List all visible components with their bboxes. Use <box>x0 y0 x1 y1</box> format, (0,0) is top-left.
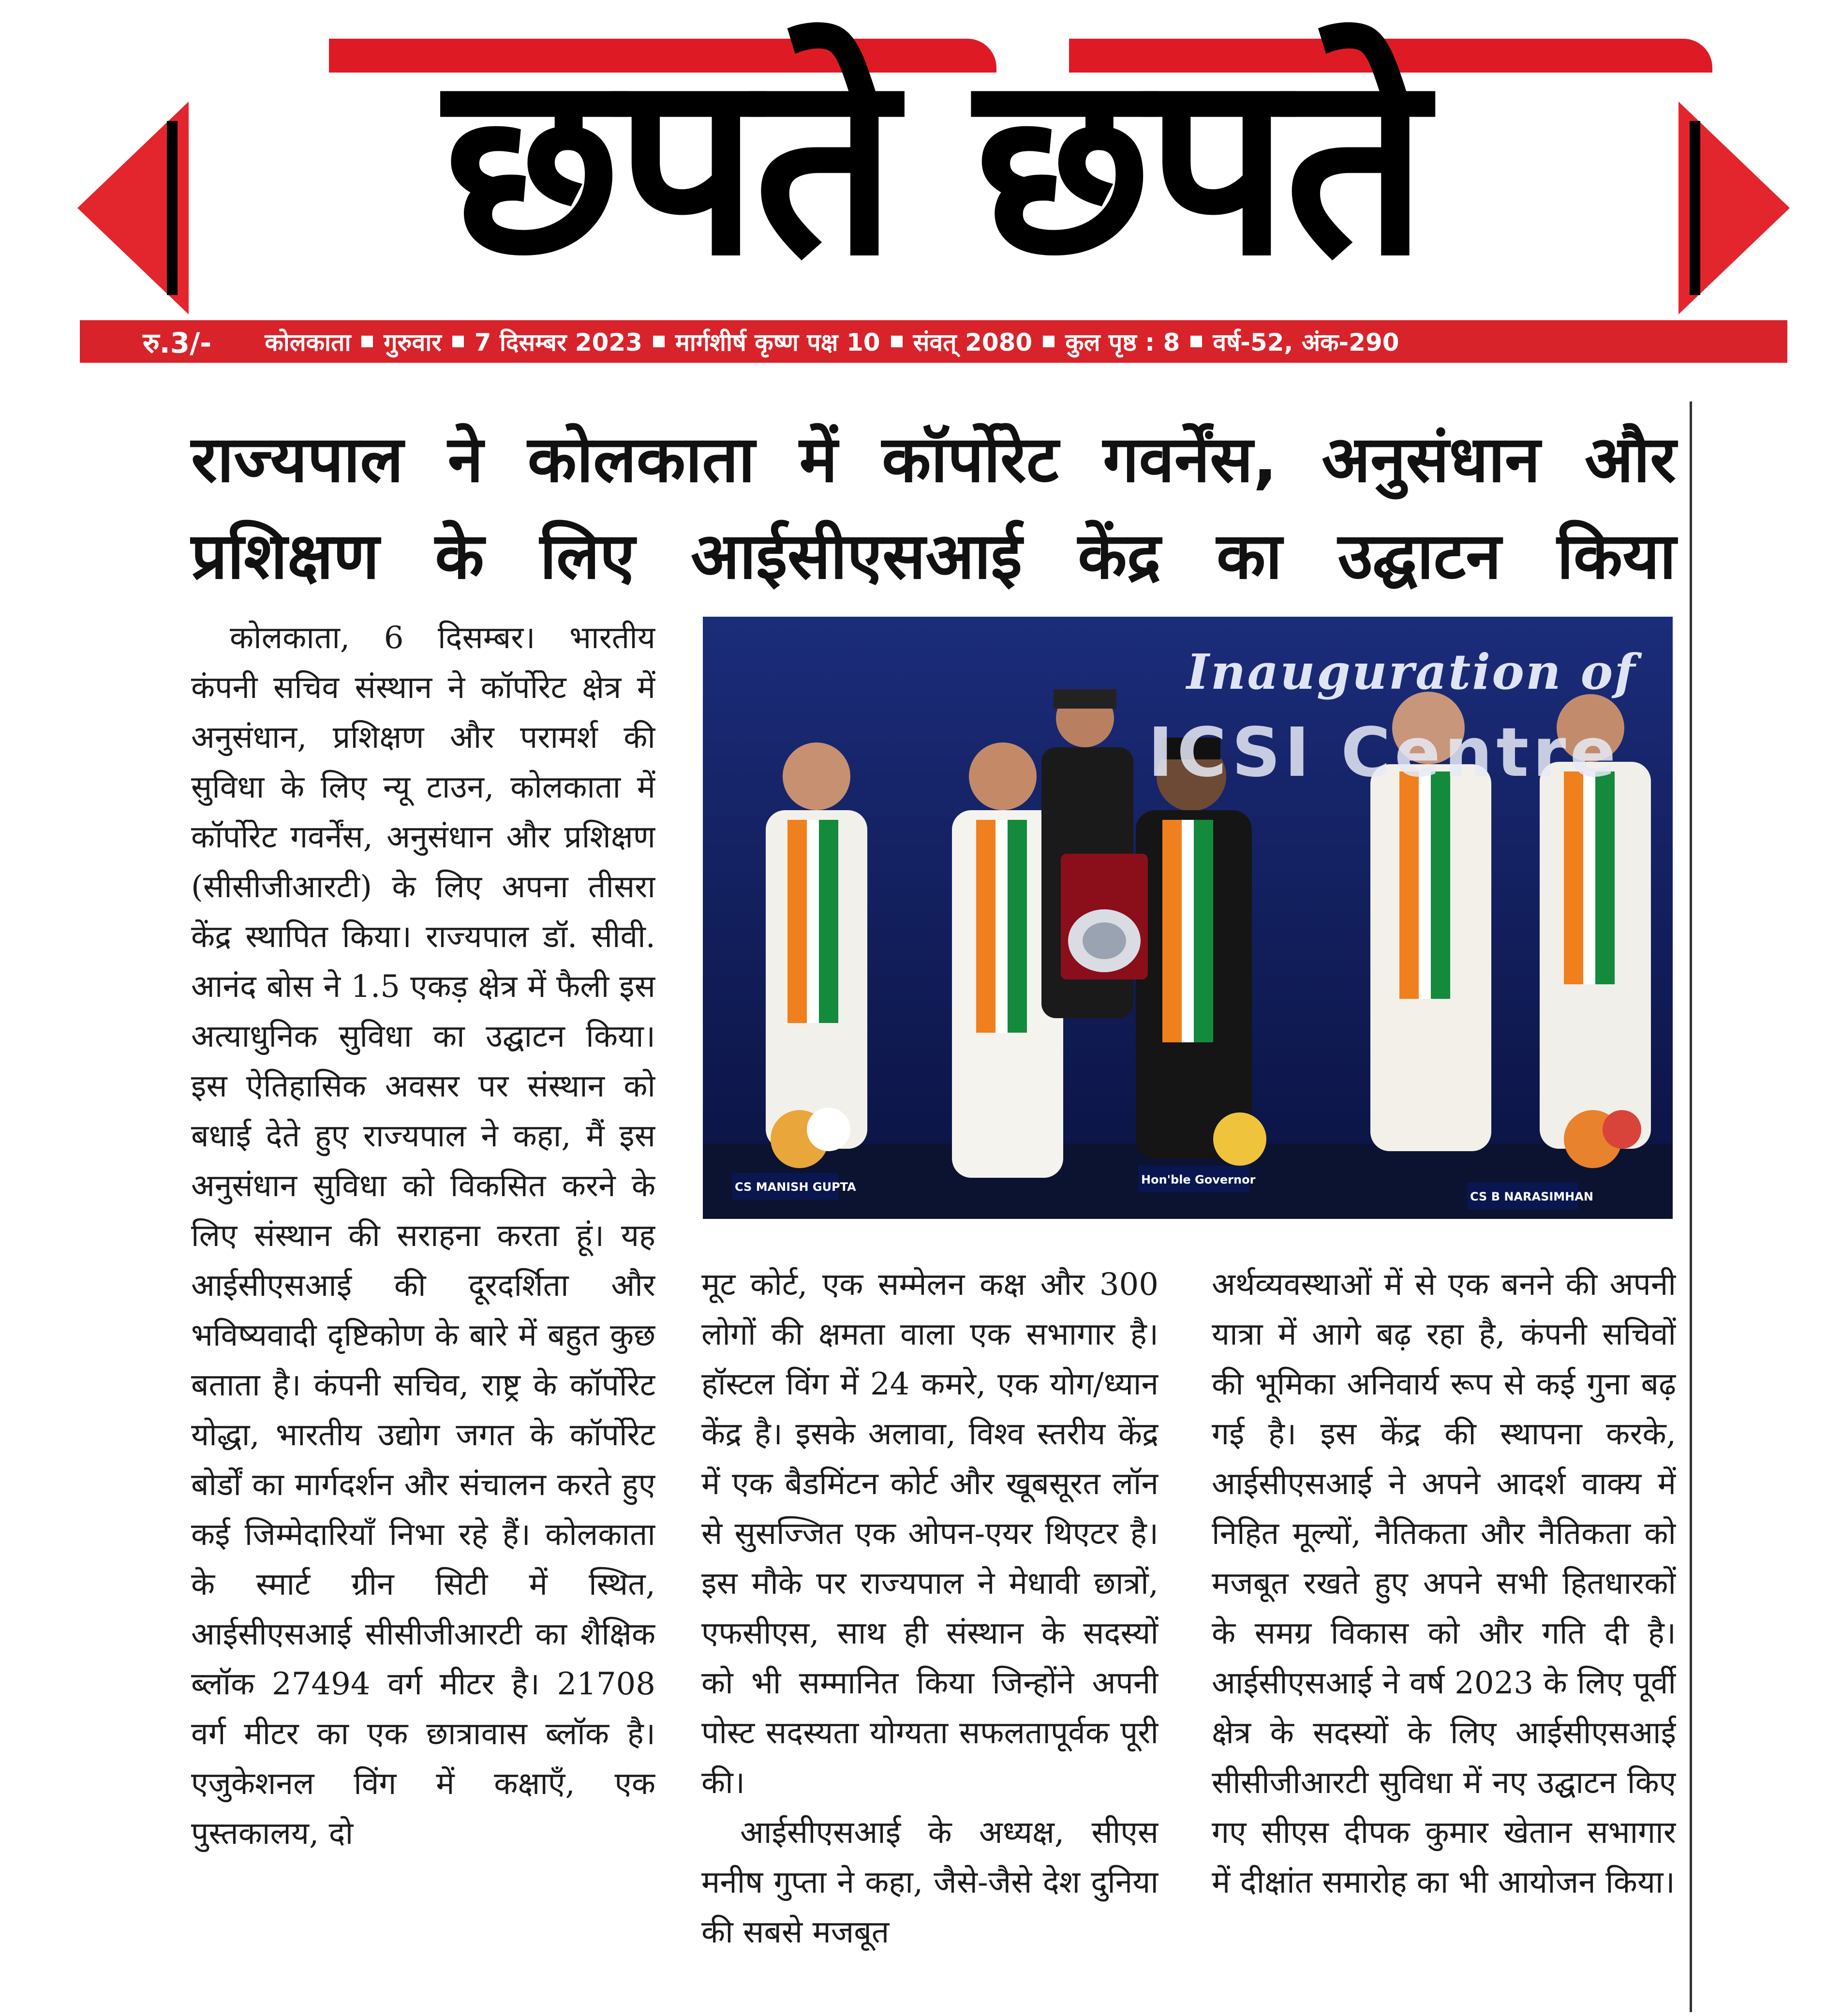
photo-banner-line-2: ICSI Centre <box>1148 713 1620 792</box>
event-photo <box>703 617 1673 1219</box>
headline-line-2: प्रशिक्षण के लिए आईसीएसआई केंद्र का उद्घाटन किया <box>191 519 1676 593</box>
article-paragraph: आईसीएसआई के अध्यक्ष, सीएस मनीष गुप्ता ने कहा, जैसे-जैसे देश दुनिया की सबसे मजबूत <box>701 1815 1159 1950</box>
separator-square-icon <box>361 336 373 347</box>
article-column-3 <box>1212 1260 1676 2015</box>
article-headline <box>191 411 1676 605</box>
headline-line-1: राज्यपाल ने कोलकाता में कॉर्पोरेट गवर्नेंस, अनुसंधान और <box>191 422 1676 497</box>
masthead <box>77 19 1790 310</box>
left-arrow-icon <box>77 102 198 314</box>
edition-city: कोलकाता <box>265 328 351 356</box>
article-paragraph: अर्थव्यवस्थाओं में से एक बनने की अपनी यात्रा में आगे बढ़ रहा है, कंपनी सचिवों की भूमिका अनिवार्य रूप से कई गुना बढ़ गई है। इस केंद्र की स्थापना करके, आईसीएसआई ने अपने आदर्श वाक्य में निहित मूल्यों, नैतिकता और नैतिकता को मजबूत रखते हुए अपने सभी हितधारकों के समग्र विकास को और गति दी है। आईसीएसआई ने वर्ष 2023 के लिए पूर्वी क्षेत्र के सदस्यों के लिए आईसीएसआई सीसीजीआरटी सुविधा में नए उद्घाटन किए गए सीएस दीपक कुमार खेतान सभागार में दीक्षांत समारोह का भी आयोजन किया। <box>1212 1267 1676 1900</box>
column-rule <box>1690 401 1692 2012</box>
masthead-title: छपते छपते <box>444 19 1423 310</box>
separator-square-icon <box>452 336 464 347</box>
article-column-1 <box>191 613 655 2016</box>
edition-samvat: संवत् 2080 <box>913 328 1033 356</box>
nameplate-right: CS B NARASIMHAN <box>1470 1190 1593 1203</box>
edition-hindu-date: मार्गशीर्ष कृष्ण पक्ष 10 <box>675 328 880 356</box>
edition-page-count: कुल पृष्ठ : 8 <box>1065 328 1180 356</box>
price: रु.3/- <box>143 326 212 359</box>
separator-square-icon <box>653 336 665 347</box>
article-paragraph: मूट कोर्ट, एक सम्मेलन कक्ष और 300 लोगों की क्षमता वाला एक सभागार है। हॉस्टल विंग में 24 कमरे, एक योग/ध्यान केंद्र है। इसके अलावा, विश्व स्तरीय केंद्र में एक बैडमिंटन कोर्ट और खूबसूरत लॉन से सुसज्जित एक ओपन-एयर थिएटर है। इस मौके पर राज्यपाल ने मेधावी छात्रों, एफसीएस, साथ ही संस्थान के सदस्यों को भी सम्मानित किया जिन्होंने अपनी पोस्ट सदस्यता योग्यता सफलतापूर्वक पूरी की। <box>701 1267 1159 1801</box>
memento-plaque <box>1061 854 1148 979</box>
article-column-2 <box>701 1260 1159 2015</box>
separator-square-icon <box>1190 336 1202 347</box>
right-arrow-icon <box>1669 102 1790 314</box>
event-photo-illustration <box>703 617 1673 1219</box>
edition-info-strip <box>80 320 1787 363</box>
separator-square-icon <box>891 336 903 347</box>
separator-square-icon <box>1043 336 1055 347</box>
edition-date: 7 दिसम्बर 2023 <box>474 328 642 356</box>
photo-banner-line-1: Inauguration of <box>1187 643 1637 700</box>
nameplate-center: Hon'ble Governor <box>1141 1173 1256 1186</box>
edition-day: गुरुवार <box>384 328 442 356</box>
nameplate-left: CS MANISH GUPTA <box>735 1180 856 1194</box>
edition-volume-issue: वर्ष-52, अंक-290 <box>1213 328 1399 356</box>
article-paragraph: कोलकाता, 6 दिसम्बर। भारतीय कंपनी सचिव संस्थान ने कॉर्पोरेट क्षेत्र में अनुसंधान, प्रशिक्षण और परामर्श की सुविधा के लिए न्यू टाउन, कोलकाता में कॉर्पोरेट गवर्नेंस, अनुसंधान और प्रशिक्षण (सीसीजीआरटी) के लिए अपना तीसरा केंद्र स्थापित किया। राज्यपाल डॉ. सीवी. आनंद बोस ने 1.5 एकड़ क्षेत्र में फैली इस अत्याधुनिक सुविधा का उद्घाटन किया। इस ऐतिहासिक अवसर पर संस्थान को बधाई देते हुए राज्यपाल ने कहा, मैं इस अनुसंधान सुविधा को विकसित करने के लिए संस्थान की सराहना करता हूं। यह आईसीएसआई की दूरदर्शिता और भविष्यवादी दृष्टिकोण के बारे में बहुत कुछ बताता है। कंपनी सचिव, राष्ट्र के कॉर्पोरेट योद्धा, भारतीय उद्योग जगत के कॉर्पोरेट बोर्डों का मार्गदर्शन और संचालन करते हुए कई जिम्मेदारियाँ निभा रहे हैं। कोलकाता के स्मार्ट ग्रीन सिटी में स्थित, आईसीएसआई सीसीजीआरटी का शैक्षिक ब्लॉक 27494 वर्ग मीटर है। 21708 वर्ग मीटर का एक छात्रावास ब्लॉक है। एजुकेशनल विंग में कक्षाएँ, एक पुस्तकालय, दो <box>191 620 655 1852</box>
